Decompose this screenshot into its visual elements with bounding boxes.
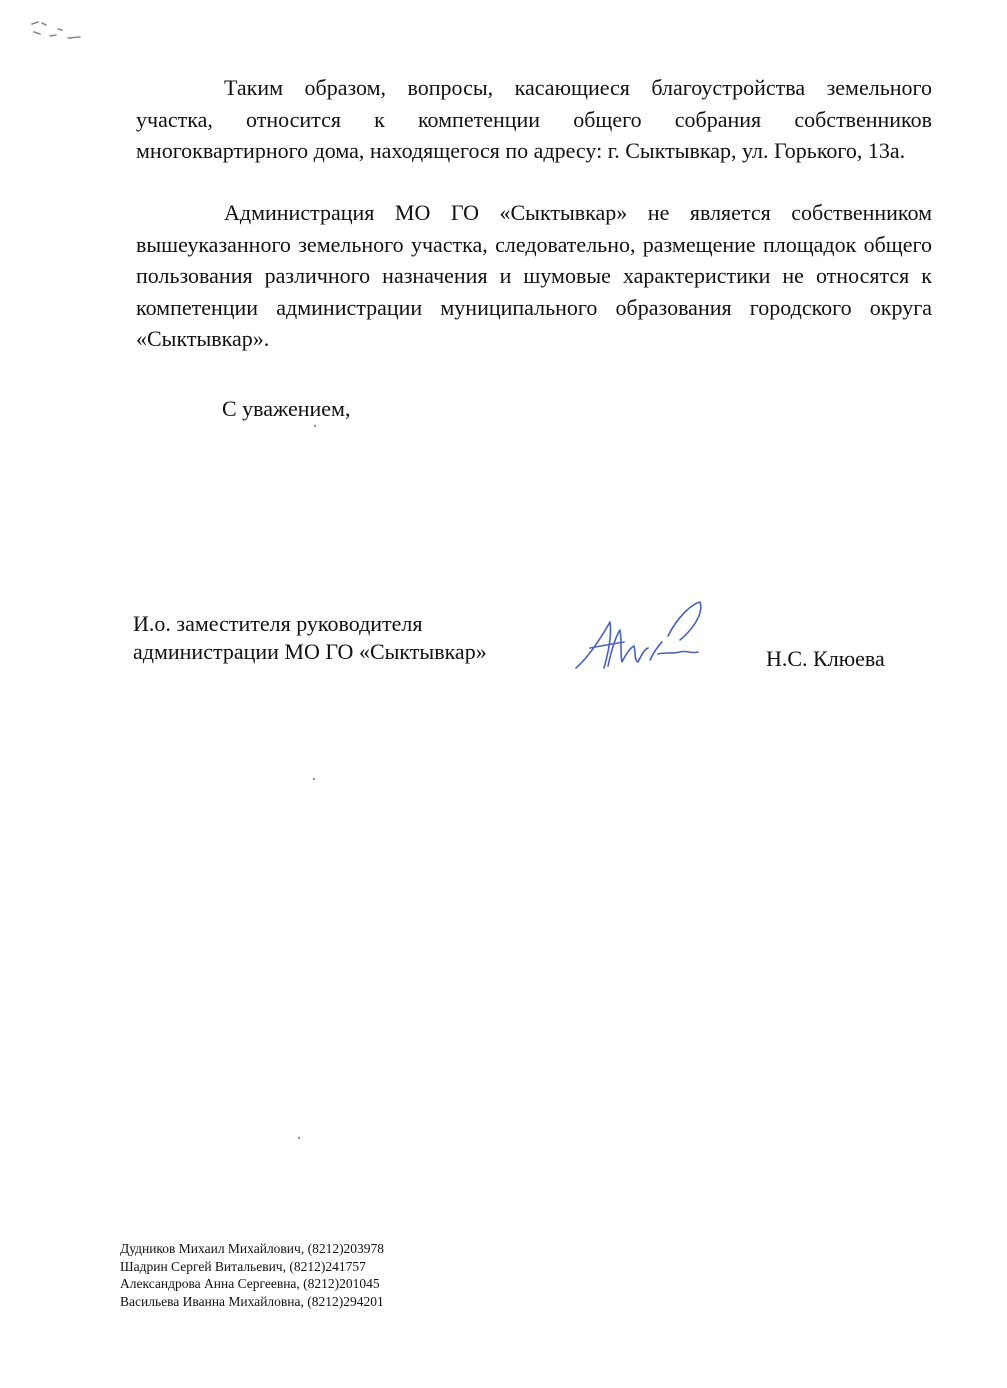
- scan-speck: [313, 778, 315, 780]
- scan-artifact-mark: [28, 18, 90, 44]
- closing-regards: С уважением,: [222, 396, 351, 421]
- contact-line: Дудников Михаил Михайлович, (8212)203978: [120, 1241, 385, 1256]
- handwritten-signature: [568, 596, 718, 676]
- position-line-1: И.о. заместителя руководителя: [133, 611, 423, 636]
- contacts-list: [120, 1240, 384, 1310]
- position-line-2: администрации МО ГО «Сыктывкар»: [133, 639, 487, 664]
- signer-name: Н.С. Клюева: [766, 646, 885, 671]
- paragraph-2: Администрация МО ГО «Сыктывкар» не является собственником вышеуказанного земельного участка, следовательно, размещение площадок общего пользования различного назначения и шумовые характеристики не относятся к компетенции администрации муниципального образования городского округа «Сыктывкар».: [136, 200, 932, 351]
- contact-line: Шадрин Сергей Витальевич, (8212)241757: [120, 1258, 366, 1274]
- paragraph-1: Таким образом, вопросы, касающиеся благоустройства земельного участка, относится к компетенции общего собрания собственников многоквартирного дома, находящегося по адресу: г. Сыктывкар, ул. Горького, 13а.: [136, 75, 932, 163]
- scan-speck: [298, 1137, 300, 1139]
- contact-line: Александрова Анна Сергеевна, (8212)201045: [120, 1276, 380, 1291]
- signatory-position: [133, 610, 487, 666]
- scan-speck: [314, 425, 316, 427]
- contact-line: Васильева Иванна Михайловна, (8212)294201: [120, 1293, 384, 1309]
